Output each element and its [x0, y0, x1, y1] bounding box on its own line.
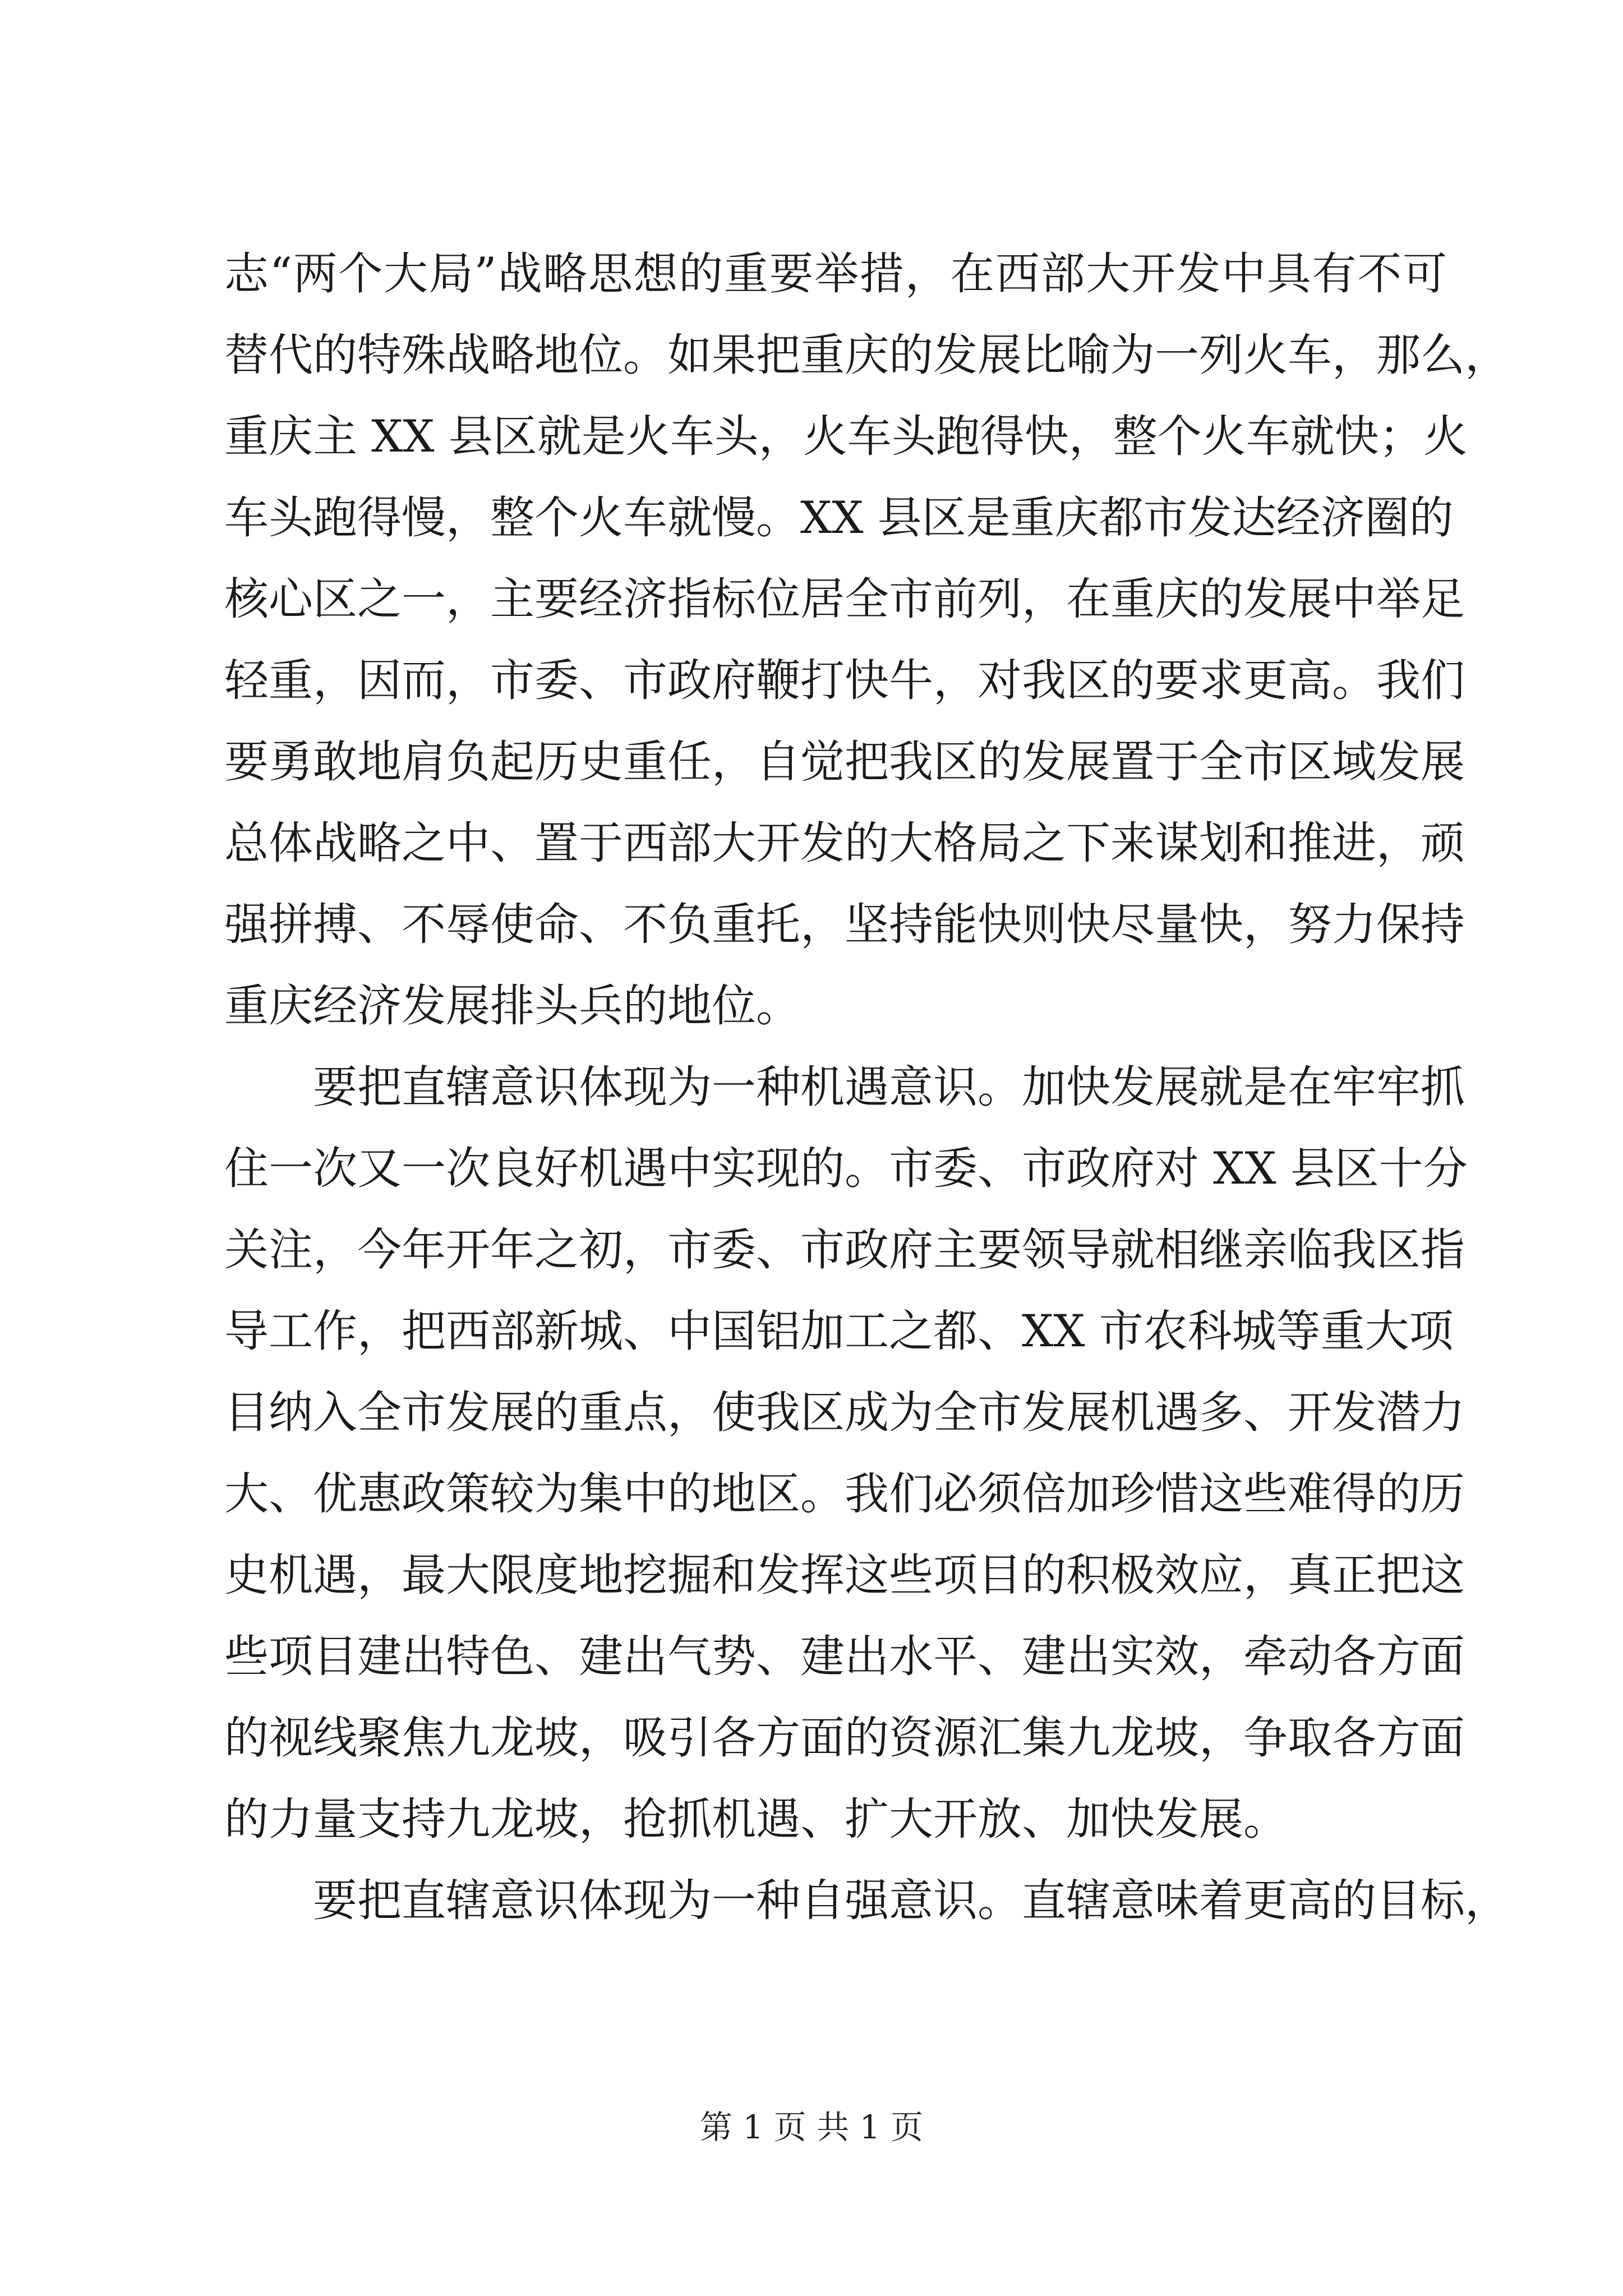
body-text-line: 强拼搏、不辱使命、不负重托，坚持能快则快尽量快，努力保持: [224, 899, 1465, 950]
paragraph-first-line: 要把直辖意识体现为一种自强意识。直辖意味着更高的目标，: [313, 1875, 1509, 1926]
body-text-line: 核心区之一，主要经济指标位居全市前列，在重庆的发展中举足: [224, 573, 1465, 625]
document-body: [224, 233, 1509, 1941]
body-text-line: 些项目建出特色、建出气势、建出水平、建出实效，牵动各方面: [224, 1631, 1465, 1682]
body-text-line: 替代的特殊战略地位。如果把重庆的发展比喻为一列火车，那么，: [224, 329, 1509, 381]
paragraph-first-line: 要把直辖意识体现为一种机遇意识。加快发展就是在牢牢抓: [313, 1061, 1465, 1113]
body-text-line: 的视线聚焦九龙坡，吸引各方面的资源汇集九龙坡，争取各方面: [224, 1712, 1465, 1764]
body-text-line: 要勇敢地肩负起历史重任，自觉把我区的发展置于全市区域发展: [224, 736, 1465, 788]
body-text-line: 轻重，因而，市委、市政府鞭打快牛，对我区的要求更高。我们: [224, 655, 1465, 706]
body-text-line: 重庆主 XX 县区就是火车头，火车头跑得快，整个火车就快；火: [224, 411, 1468, 462]
body-text-line: 的力量支持九龙坡，抢抓机遇、扩大开放、加快发展。: [224, 1793, 1288, 1845]
body-text-line: 住一次又一次良好机遇中实现的。市委、市政府对 XX 县区十分: [224, 1143, 1468, 1194]
body-text-line: 史机遇，最大限度地挖掘和发挥这些项目的积极效应，真正把这: [224, 1549, 1465, 1601]
body-text-line: 车头跑得慢，整个火车就慢。XX 县区是重庆都市发达经济圈的: [224, 492, 1454, 544]
body-text-line: 志“两个大局”战略思想的重要举措，在西部大开发中具有不可: [224, 248, 1447, 300]
body-text-line: 大、优惠政策较为集中的地区。我们必须倍加珍惜这些难得的历: [224, 1468, 1465, 1520]
page-footer: 第 1 页 共 1 页: [700, 2108, 923, 2146]
body-text-line: 关注，今年开年之初，市委、市政府主要领导就相继亲临我区指: [224, 1224, 1465, 1276]
body-text-line: 导工作，把西部新城、中国铝加工之都、XX 市农科城等重大项: [224, 1305, 1454, 1357]
body-text-line: 总体战略之中、置于西部大开发的大格局之下来谋划和推进，顽: [224, 817, 1465, 869]
body-text-line: 重庆经济发展排头兵的地位。: [224, 980, 800, 1032]
body-text-line: 目纳入全市发展的重点，使我区成为全市发展机遇多、开发潜力: [224, 1387, 1465, 1438]
